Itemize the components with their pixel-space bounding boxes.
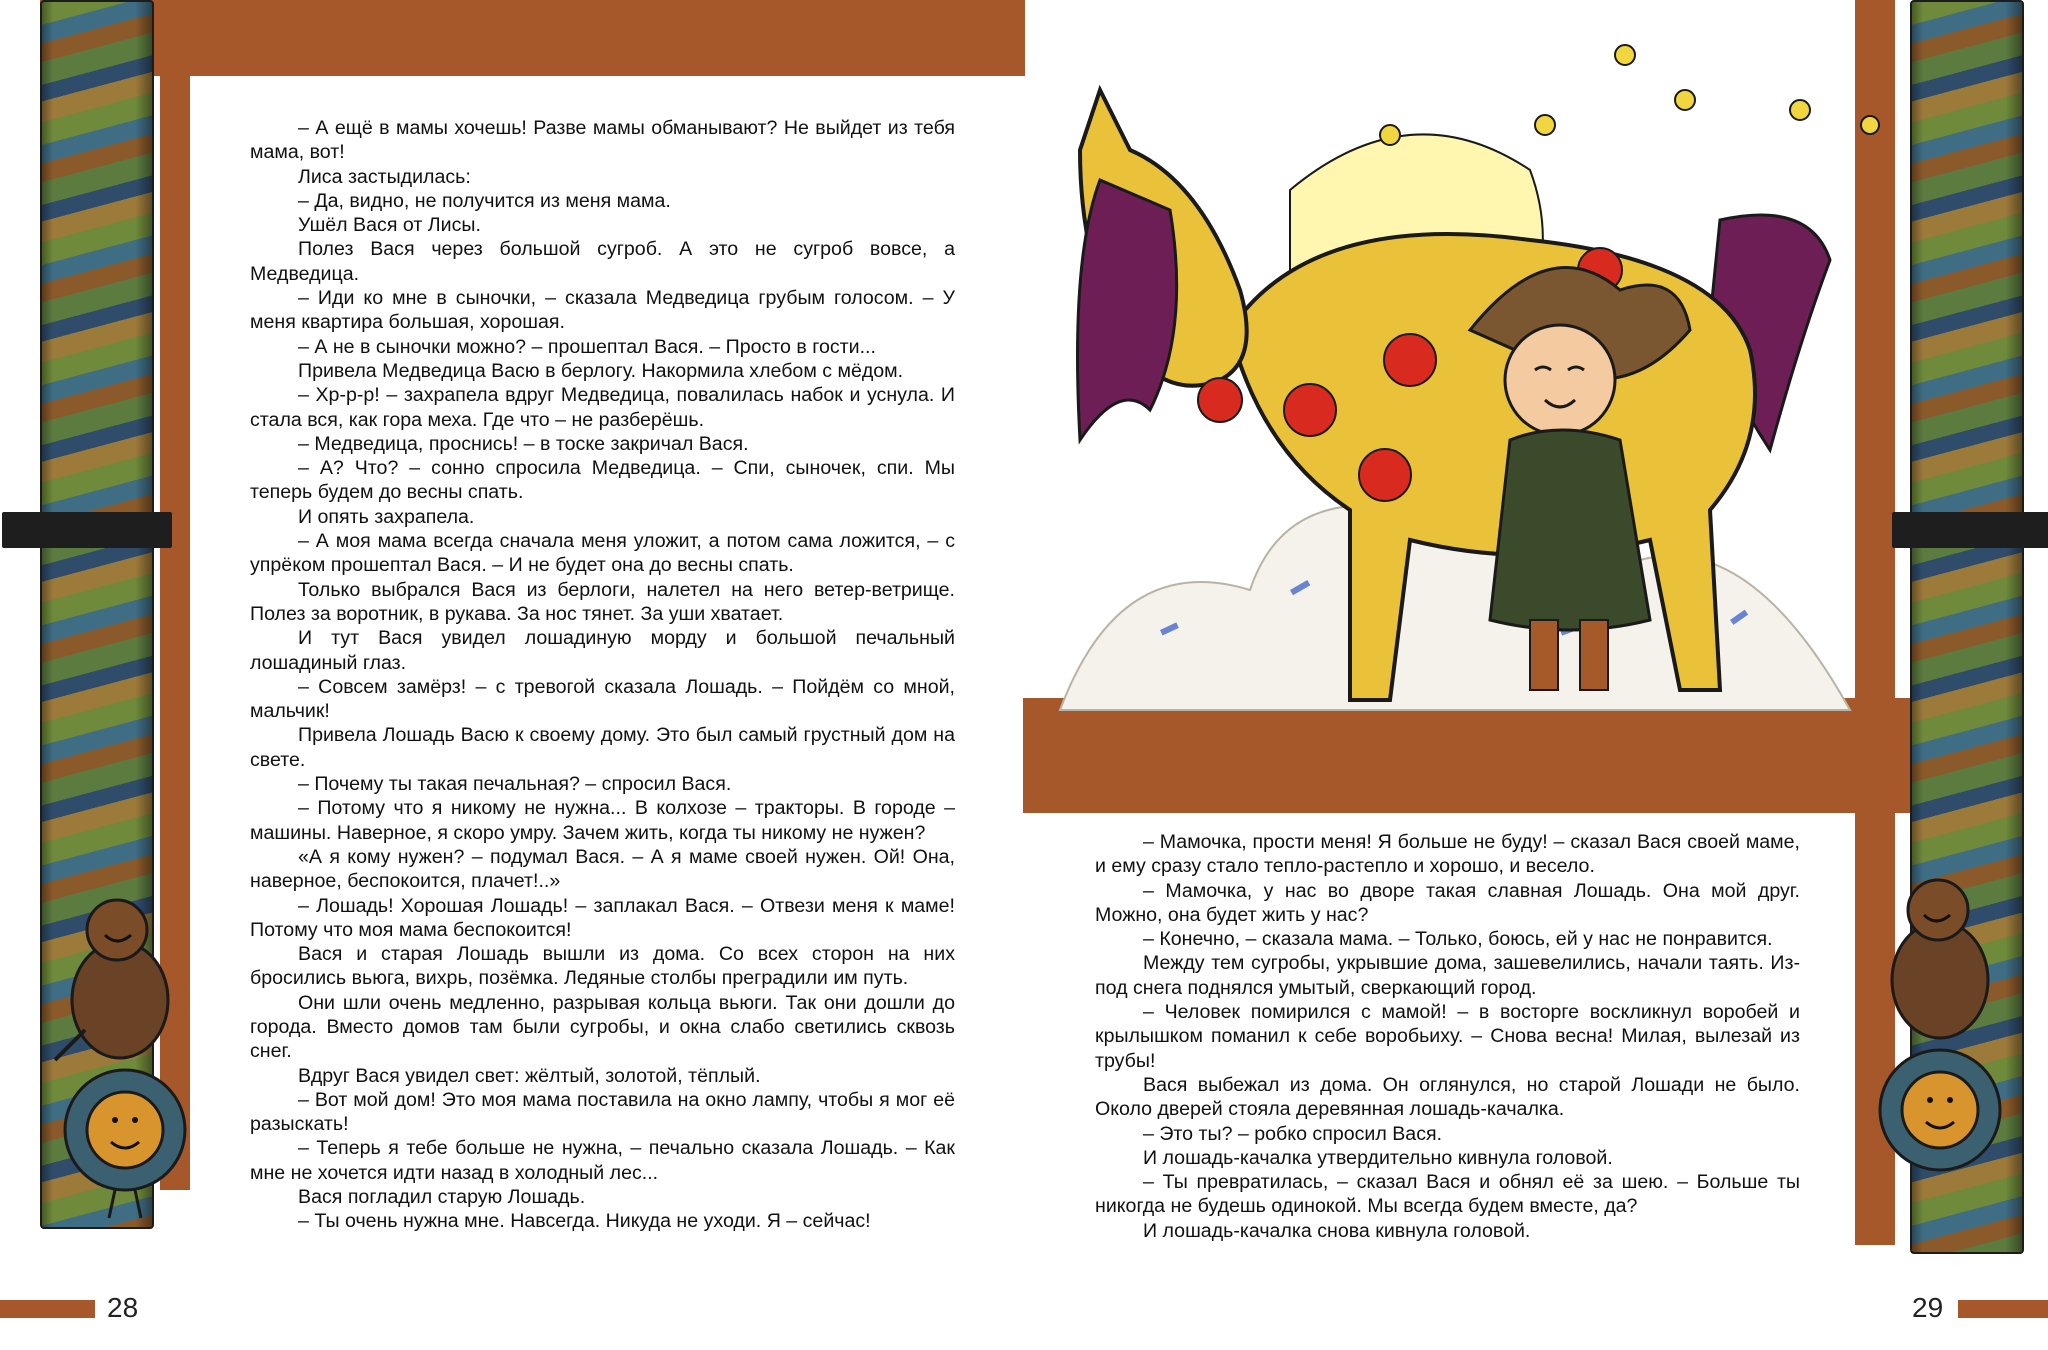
paragraph: – Потому что я никому не нужна... В колхозе – тракторы. В городе – машины. Наверное, я скоро умру. Зачем жить, когда ты никому не нужен? [250,797,955,844]
right-page-text [1095,830,1800,1243]
paragraph: – Вот мой дом! Это моя мама поставила на окно лампу, чтобы я мог её разыскать! [250,1088,955,1136]
paragraph: – Конечно, – сказала мама. – Только, боюсь, ей у нас не понравится. [1143,928,1773,951]
paragraph: Лиса застыдилась: [298,165,471,188]
paragraph: Вдруг Вася увидел свет: жёлтый, золотой, тёплый. [298,1064,761,1087]
paragraph: – Да, видно, не получится из меня мама. [298,189,671,212]
paragraph: Ушёл Вася от Лисы. [298,214,481,237]
paragraph: – А ещё в мамы хочешь! Разве мамы обманывают? Не выйдет из тебя мама, вот! [250,117,955,164]
paragraph: Только выбрался Вася из берлоги, налетел на него ветер-ветрище. Полез за воротник, в рукава. За нос тянет. За уши хватает. [250,578,955,625]
paragraph: Полез Вася через большой сугроб. А это не сугроб вовсе, а Медведица. [250,238,955,285]
page-number-right: 29 [1912,1292,1944,1323]
paragraph: Вася выбежал из дома. Он оглянулся, но старой Лошади не было. Около дверей стояла деревянная лошадь-качалка. [1095,1073,1800,1121]
paragraph: – Лошадь! Хорошая Лошадь! – заплакал Вася. – Отвези меня к маме! Потому что моя мама беспокоится! [250,894,955,941]
paragraph: Вася погладил старую Лошадь. [298,1186,586,1209]
sparrow-left [45,880,205,1220]
tree-branch-left [2,512,172,548]
paragraph: – А не в сыночки можно? – прошептал Вася. – Просто в гости... [298,335,876,358]
paragraph: – Теперь я тебе больше не нужна, – печально сказала Лошадь. – Как мне не хочется идти назад в холодный лес... [250,1137,955,1184]
paragraph: – Мамочка, прости меня! Я больше не буду! – сказал Вася своей маме, и ему сразу стало тепло-растепло и хорошо, и весело. [1095,831,1800,878]
paragraph: – Ты превратилась, – сказал Вася и обнял её за шею. – Больше ты никогда не будешь одинокой. Мы всегда будем вместе, да? [1095,1171,1800,1218]
paragraph: – А моя мама всегда сначала меня уложит, а потом сама ложится, – с упрёком прошептал Вася. – И не будет она до весны спать. [250,530,955,577]
paragraph: – Хр-р-р! – захрапела вдруг Медведица, повалилась набок и уснула. И стала вся, как гора меха. Где что – не разберёшь. [250,384,955,431]
paragraph: – Почему ты такая печальная? – спросил Вася. [298,773,732,796]
page-number-band-right [1958,1300,2048,1318]
paragraph: – Иди ко мне в сыночки, – сказала Медведица грубым голосом. – У меня квартира большая, хорошая. [250,287,955,334]
paragraph: Привела Медведица Васю в берлогу. Накормила хлебом с мёдом. [298,359,904,382]
paragraph: – Человек помирился с мамой! – в восторге воскликнул воробей и крылышком поманил к себе воробьиху. – Снова весна! Милая, вылезай из трубы! [1095,1001,1800,1072]
paragraph: – Ты очень нужна мне. Навсегда. Никуда не уходи. Я – сейчас! [298,1210,871,1233]
left-page-text [250,116,955,1234]
paragraph: И тут Вася увидел лошадиную морду и большой печальный лошадиный глаз. [250,627,955,674]
page-number-left: 28 [107,1292,139,1323]
paragraph: – Мамочка, у нас во дворе такая славная Лошадь. Она мой друг. Можно, она будет жить у нас? [1095,879,1800,926]
page-number-band-left [0,1300,95,1318]
tree-branch-right [1892,512,2048,548]
sparrow-right [1860,860,2020,1200]
paragraph: – Совсем замёрз! – с тревогой сказала Лошадь. – Пойдём со мной, мальчик! [250,675,955,723]
paragraph: «А я кому нужен? – подумал Вася. – А я маме своей нужен. Ой! Она, наверное, беспокоится, плачет!..» [250,845,955,893]
paragraph: – А? Что? – сонно спросила Медведица. – Спи, сыночек, спи. Мы теперь будем до весны спать. [250,457,955,504]
snowflake-icons [1330,40,1890,200]
paragraph: Вася и старая Лошадь вышли из дома. Со всех сторон на них бросились вьюга, вихрь, позёмка. Ледяные столбы преградили им путь. [250,943,955,990]
paragraph: – Медведица, проснись! – в тоске закричал Вася. [298,432,749,455]
paragraph: Привела Лошадь Васю к своему дому. Это был самый грустный дом на свете. [250,724,955,771]
paragraph: И лошадь-качалка снова кивнула головой. [1143,1219,1531,1242]
paragraph: И лошадь-качалка утвердительно кивнула головой. [1143,1146,1613,1169]
paragraph: – Это ты? – робко спросил Вася. [1143,1122,1443,1145]
paragraph: Они шли очень медленно, разрывая кольца вьюги. Так они дошли до города. Вместо домов там были сугробы, и окна слабо светились сквозь снег. [250,991,955,1063]
paragraph: Между тем сугробы, укрывшие дома, зашевелились, начали таять. Из-под снега поднялся умытый, сверкающий город. [1095,952,1800,999]
paragraph: И опять захрапела. [298,505,475,528]
